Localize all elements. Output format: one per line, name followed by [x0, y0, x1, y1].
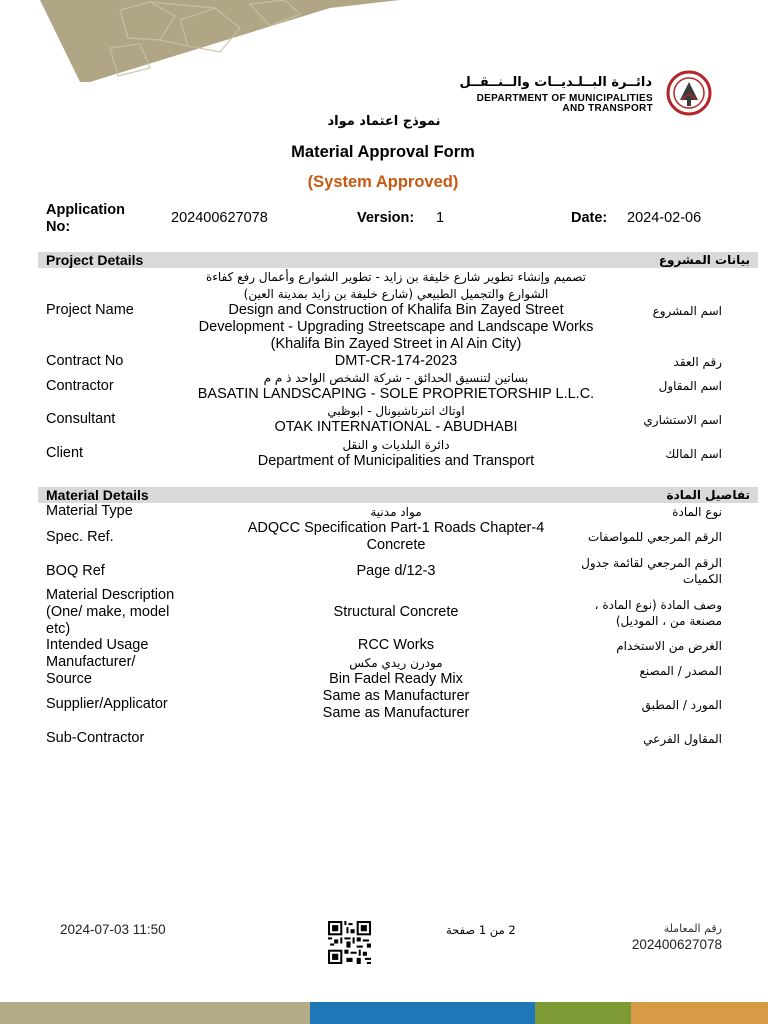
version-value: 1 — [436, 210, 445, 226]
project-details-title: Project Details — [46, 252, 144, 268]
supplier-value-line1: Same as Manufacturer — [322, 688, 470, 704]
material-type-label: Material Type — [46, 503, 133, 519]
intended-usage-label-ar: الغرض من الاستخدام — [616, 639, 722, 653]
intended-usage-value: RCC Works — [357, 637, 435, 653]
material-details-title: Material Details — [46, 487, 149, 503]
application-no-label-1: Application — [46, 202, 125, 218]
project-details-title-ar: بيانات المشروع — [658, 253, 750, 267]
boq-ref-value: Page d/12-3 — [356, 563, 436, 579]
date-label: Date: — [571, 210, 608, 226]
project-details-header — [38, 252, 758, 268]
material-description-label-line1: Material Description — [46, 587, 175, 603]
sub-contractor-label-ar: المقاول الفرعي — [643, 732, 722, 746]
footer-timestamp: 2024-07-03 11:50 — [60, 922, 166, 937]
org-name-en-line1: DEPARTMENT OF MUNICIPALITIES — [476, 93, 653, 104]
supplier-label: Supplier/Applicator — [46, 696, 168, 712]
stripe-orange — [631, 1002, 768, 1024]
manufacturer-label-line2: Source — [46, 671, 92, 687]
boq-ref-label: BOQ Ref — [46, 563, 105, 579]
intended-usage-label: Intended Usage — [46, 637, 149, 653]
project-name-ar-line2: الشوارع والتجميل الطبيعي (شارع خليفة بن زايد بمدينة العين) — [243, 287, 549, 301]
org-name-ar: دائــرة البــلـديــات والــنــقــل — [459, 75, 652, 90]
material-description-label-ar-line2: مصنعة من ، الموديل) — [615, 614, 722, 628]
sub-contractor-label: Sub-Contractor — [46, 730, 145, 746]
contractor-value-en: BASATIN LANDSCAPING - SOLE PROPRIETORSHIP L.L.C. — [197, 386, 595, 402]
page-number: 2 من 1 صفحة — [446, 923, 516, 937]
contractor-label: Contractor — [46, 378, 114, 394]
stripe-green — [535, 1002, 631, 1024]
boq-ref-label-ar-line1: الرقم المرجعي لقائمة جدول — [581, 556, 722, 570]
project-name-en-line1: Design and Construction of Khalifa Bin Zayed Street — [228, 302, 564, 318]
version-label: Version: — [357, 210, 415, 226]
client-value-en: Department of Municipalities and Transport — [257, 453, 535, 469]
contractor-label-ar: اسم المقاول — [658, 379, 722, 393]
project-name-en-line2: Development - Upgrading Streetscape and Landscape Works — [198, 319, 594, 335]
spec-ref-value-line2: Concrete — [366, 537, 426, 553]
spec-ref-label: Spec. Ref. — [46, 529, 114, 545]
client-label: Client — [46, 445, 84, 461]
material-type-label-ar: نوع المادة — [672, 505, 722, 519]
consultant-label: Consultant — [46, 411, 116, 427]
contract-no-label: Contract No — [46, 353, 124, 369]
qr-code-icon — [328, 921, 371, 964]
falcon-emblem-icon — [660, 70, 718, 116]
status-badge: (System Approved) — [307, 173, 459, 191]
manufacturer-value-en: Bin Fadel Ready Mix — [329, 671, 463, 687]
manufacturer-value-ar: مودرن ريدي مكس — [349, 656, 443, 670]
material-details-title-ar: تفاصيل المادة — [666, 488, 750, 502]
project-name-ar-line1: تصميم وإنشاء تطوير شارع خليفة بن زايد - تطوير الشوارع وأعمال رفع كفاءة — [205, 270, 587, 284]
project-name-label-ar: اسم المشروع — [652, 304, 722, 318]
manufacturer-label-ar: المصدر / المصنع — [639, 664, 722, 678]
header-decorative-banner — [0, 0, 768, 82]
project-name-label: Project Name — [46, 302, 134, 318]
spec-ref-value-line1: ADQCC Specification Part-1 Roads Chapter-4 — [247, 520, 545, 536]
project-name-en-line3: (Khalifa Bin Zayed Street in Al Ain City) — [270, 336, 522, 352]
spec-ref-label-ar: الرقم المرجعي للمواصفات — [587, 530, 722, 544]
contract-no-value: DMT-CR-174-2023 — [334, 353, 458, 369]
form-title-ar: نموذج اعتماد مواد — [327, 114, 441, 129]
contract-no-label-ar: رقم العقد — [673, 355, 722, 369]
supplier-label-ar: المورد / المطبق — [641, 698, 722, 712]
transaction-no-value: 202400627078 — [631, 937, 722, 952]
contractor-value-ar: بساتين لتنسيق الحدائق - شركة الشخص الواحد ذ م م — [263, 371, 529, 385]
application-no-label-2: No: — [46, 219, 71, 235]
consultant-label-ar: اسم الاستشاري — [643, 413, 722, 427]
org-name-en-line2: AND TRANSPORT — [562, 103, 653, 114]
supplier-value-line2: Same as Manufacturer — [322, 705, 470, 721]
material-type-value: مواد مدنية — [370, 505, 422, 519]
material-description-label-line2: (One/ make, model — [46, 604, 170, 620]
stripe-tan — [0, 1002, 310, 1024]
consultant-value-ar: اوتاك انترناشيونال - ابوظبي — [327, 404, 465, 418]
transaction-no-label-ar: رقم المعاملة — [663, 922, 722, 935]
client-value-ar: دائرة البلديات و النقل — [342, 438, 450, 452]
material-description-label-ar-line1: وصف المادة (نوع المادة ، — [594, 598, 722, 612]
manufacturer-label-line1: Manufacturer/ — [46, 654, 136, 670]
consultant-value-en: OTAK INTERNATIONAL - ABUDHABI — [274, 419, 518, 435]
boq-ref-label-ar-line2: الكميات — [682, 572, 722, 586]
date-value: 2024-02-06 — [627, 210, 702, 226]
stripe-blue — [310, 1002, 535, 1024]
footer-color-stripe — [0, 1002, 768, 1024]
application-no-value: 202400627078 — [171, 210, 268, 226]
material-details-header — [38, 487, 758, 503]
material-description-label-line3: etc) — [46, 621, 71, 637]
form-title: Material Approval Form — [291, 143, 475, 161]
client-label-ar: اسم المالك — [665, 447, 722, 461]
material-description-value: Structural Concrete — [333, 604, 459, 620]
